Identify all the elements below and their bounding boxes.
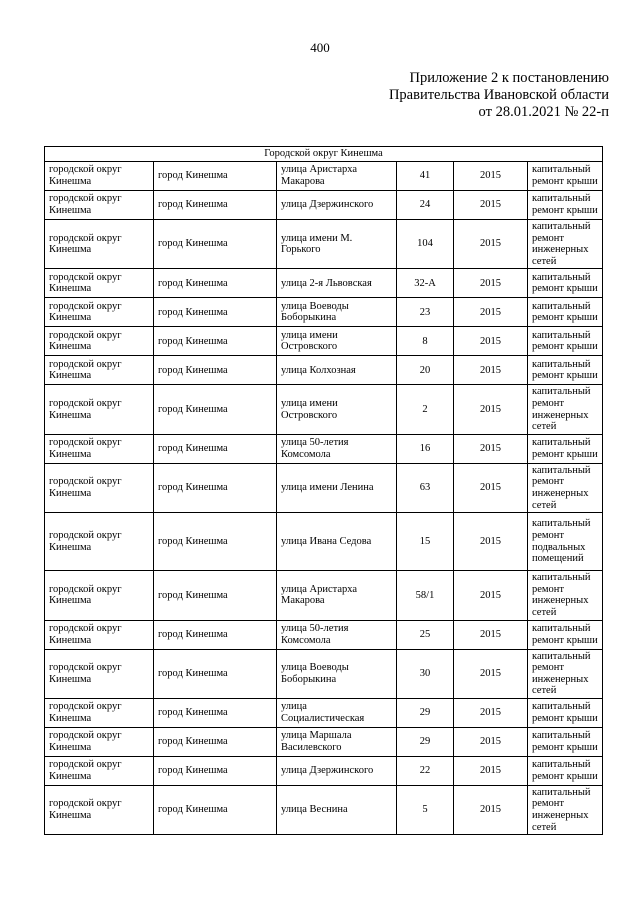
street-cell: улица Воеводы Боборыкина (277, 298, 397, 327)
street-cell: улица имени Ленина (277, 463, 397, 512)
year-cell: 2015 (454, 434, 528, 463)
street-cell: улица Социалистическая (277, 698, 397, 727)
street-cell: улица имени Островского (277, 327, 397, 356)
house-number-cell: 63 (397, 463, 454, 512)
street-cell: улица Аристарха Макарова (277, 162, 397, 191)
year-cell: 2015 (454, 269, 528, 298)
header-line-1: Приложение 2 к постановлению (409, 70, 609, 86)
district-cell: городской округ Кинешма (45, 327, 154, 356)
header-line-3: от 28.01.2021 № 22-п (478, 104, 609, 120)
house-number-cell: 104 (397, 220, 454, 269)
document-header (309, 70, 609, 121)
house-number-cell: 41 (397, 162, 454, 191)
repair-table-body (45, 147, 603, 835)
work-type-cell: капитальный ремонт крыши (528, 727, 603, 756)
table-row (45, 220, 603, 269)
city-cell: город Кинешма (154, 385, 277, 434)
table-row (45, 649, 603, 698)
street-cell: улица 50-летия Комсомола (277, 434, 397, 463)
year-cell: 2015 (454, 162, 528, 191)
year-cell: 2015 (454, 756, 528, 785)
house-number-cell: 58/1 (397, 571, 454, 620)
table-row (45, 356, 603, 385)
table-row (45, 785, 603, 834)
house-number-cell: 29 (397, 698, 454, 727)
house-number-cell: 2 (397, 385, 454, 434)
district-cell: городской округ Кинешма (45, 269, 154, 298)
work-type-cell: капитальный ремонт крыши (528, 162, 603, 191)
table-row (45, 620, 603, 649)
city-cell: город Кинешма (154, 269, 277, 298)
work-type-cell: капитальный ремонт инженерных сетей (528, 463, 603, 512)
house-number-cell: 30 (397, 649, 454, 698)
table-row (45, 463, 603, 512)
house-number-cell: 25 (397, 620, 454, 649)
work-type-cell: капитальный ремонт крыши (528, 327, 603, 356)
district-cell: городской округ Кинешма (45, 571, 154, 620)
district-cell: городской округ Кинешма (45, 162, 154, 191)
street-cell: улица Ивана Седова (277, 513, 397, 571)
house-number-cell: 32-А (397, 269, 454, 298)
street-cell: улица Воеводы Боборыкина (277, 649, 397, 698)
district-cell: городской округ Кинешма (45, 513, 154, 571)
work-type-cell: капитальный ремонт крыши (528, 434, 603, 463)
table-row (45, 298, 603, 327)
city-cell: город Кинешма (154, 513, 277, 571)
year-cell: 2015 (454, 571, 528, 620)
district-cell: городской округ Кинешма (45, 463, 154, 512)
city-cell: город Кинешма (154, 727, 277, 756)
work-type-cell: капитальный ремонт инженерных сетей (528, 785, 603, 834)
district-cell: городской округ Кинешма (45, 756, 154, 785)
street-cell: улица Дзержинского (277, 191, 397, 220)
work-type-cell: капитальный ремонт крыши (528, 698, 603, 727)
work-type-cell: капитальный ремонт крыши (528, 269, 603, 298)
table-row (45, 191, 603, 220)
year-cell: 2015 (454, 513, 528, 571)
work-type-cell: капитальный ремонт крыши (528, 620, 603, 649)
street-cell: улица Маршала Василевского (277, 727, 397, 756)
district-cell: городской округ Кинешма (45, 727, 154, 756)
work-type-cell: капитальный ремонт инженерных сетей (528, 385, 603, 434)
house-number-cell: 29 (397, 727, 454, 756)
year-cell: 2015 (454, 385, 528, 434)
year-cell: 2015 (454, 649, 528, 698)
table-row (45, 698, 603, 727)
district-cell: городской округ Кинешма (45, 220, 154, 269)
table-row (45, 434, 603, 463)
table-row (45, 727, 603, 756)
street-cell: улица 50-летия Комсомола (277, 620, 397, 649)
table-row (45, 756, 603, 785)
year-cell: 2015 (454, 698, 528, 727)
district-cell: городской округ Кинешма (45, 649, 154, 698)
year-cell: 2015 (454, 785, 528, 834)
district-cell: городской округ Кинешма (45, 298, 154, 327)
city-cell: город Кинешма (154, 327, 277, 356)
section-header-row (45, 147, 603, 162)
street-cell: улица 2-я Львовская (277, 269, 397, 298)
street-cell: улица Веснина (277, 785, 397, 834)
district-cell: городской округ Кинешма (45, 356, 154, 385)
city-cell: город Кинешма (154, 620, 277, 649)
year-cell: 2015 (454, 620, 528, 649)
work-type-cell: капитальный ремонт инженерных сетей (528, 220, 603, 269)
work-type-cell: капитальный ремонт инженерных сетей (528, 649, 603, 698)
work-type-cell: капитальный ремонт подвальных помещений (528, 513, 603, 571)
district-cell: городской округ Кинешма (45, 620, 154, 649)
house-number-cell: 16 (397, 434, 454, 463)
year-cell: 2015 (454, 220, 528, 269)
work-type-cell: капитальный ремонт крыши (528, 356, 603, 385)
city-cell: город Кинешма (154, 698, 277, 727)
district-cell: городской округ Кинешма (45, 434, 154, 463)
table-row (45, 385, 603, 434)
work-type-cell: капитальный ремонт крыши (528, 191, 603, 220)
street-cell: улица Колхозная (277, 356, 397, 385)
year-cell: 2015 (454, 327, 528, 356)
year-cell: 2015 (454, 727, 528, 756)
city-cell: город Кинешма (154, 191, 277, 220)
street-cell: улица Дзержинского (277, 756, 397, 785)
city-cell: город Кинешма (154, 785, 277, 834)
work-type-cell: капитальный ремонт крыши (528, 756, 603, 785)
house-number-cell: 24 (397, 191, 454, 220)
district-cell: городской округ Кинешма (45, 698, 154, 727)
house-number-cell: 20 (397, 356, 454, 385)
city-cell: город Кинешма (154, 220, 277, 269)
district-cell: городской округ Кинешма (45, 385, 154, 434)
house-number-cell: 8 (397, 327, 454, 356)
house-number-cell: 15 (397, 513, 454, 571)
year-cell: 2015 (454, 356, 528, 385)
page-number: 400 (310, 40, 330, 55)
table-row (45, 513, 603, 571)
city-cell: город Кинешма (154, 434, 277, 463)
city-cell: город Кинешма (154, 756, 277, 785)
city-cell: город Кинешма (154, 571, 277, 620)
city-cell: город Кинешма (154, 649, 277, 698)
house-number-cell: 23 (397, 298, 454, 327)
house-number-cell: 5 (397, 785, 454, 834)
city-cell: город Кинешма (154, 463, 277, 512)
table-row (45, 327, 603, 356)
header-line-2: Правительства Ивановской области (388, 87, 609, 103)
district-cell: городской округ Кинешма (45, 785, 154, 834)
table-row (45, 162, 603, 191)
work-type-cell: капитальный ремонт крыши (528, 298, 603, 327)
repair-table (44, 146, 603, 835)
house-number-cell: 22 (397, 756, 454, 785)
year-cell: 2015 (454, 298, 528, 327)
year-cell: 2015 (454, 191, 528, 220)
year-cell: 2015 (454, 463, 528, 512)
street-cell: улица Аристарха Макарова (277, 571, 397, 620)
work-type-cell: капитальный ремонт инженерных сетей (528, 571, 603, 620)
table-row (45, 269, 603, 298)
city-cell: город Кинешма (154, 298, 277, 327)
street-cell: улица имени М. Горького (277, 220, 397, 269)
city-cell: город Кинешма (154, 356, 277, 385)
street-cell: улица имени Островского (277, 385, 397, 434)
table-row (45, 571, 603, 620)
district-cell: городской округ Кинешма (45, 191, 154, 220)
section-title: Городской округ Кинешма (45, 147, 603, 162)
city-cell: город Кинешма (154, 162, 277, 191)
